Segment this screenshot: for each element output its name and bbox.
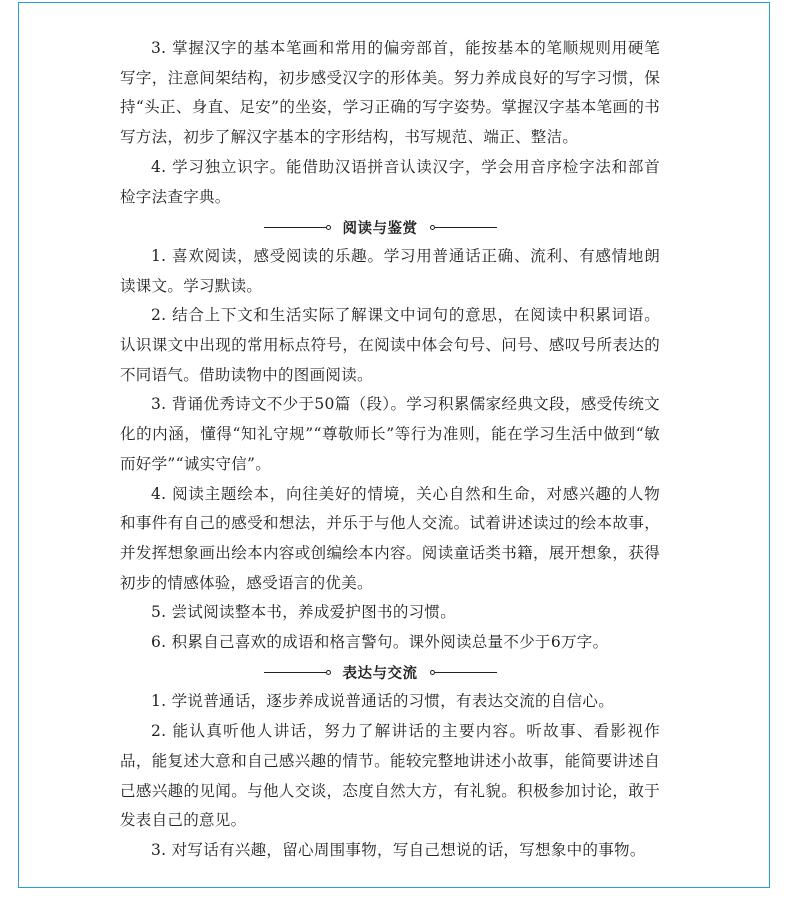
paragraph: 1. 喜欢阅读，感受阅读的乐趣。学习用普通话正确、流利、有感情地朗读课文。学习默读。 (120, 246, 660, 295)
heading-rule-right (430, 225, 497, 230)
heading-rule-left (264, 225, 331, 230)
paragraph: 4. 阅读主题绘本，向往美好的情境，关心自然和生命，对感兴趣的人物和事件有自己的感受和想法，并乐于与他人交流。试着讲述读过的绘本故事，并发挥想象画出绘本内容或创编绘本内容。阅读童话类书籍，展开想象，获得初步的情感体验，感受语言的优美。 (120, 484, 660, 592)
heading-rule-left (264, 670, 331, 675)
paragraph: 3. 对写话有兴趣，留心周围事物，写自己想说的话，写想象中的事物。 (151, 840, 646, 859)
paragraph: 3. 背诵优秀诗文不少于50篇（段）。学习积累儒家经典文段，感受传统文化的内涵，懂得“知礼守规”“尊敬师长”等行为准则，能在学习生活中做到“敏而好学”“诚实守信”。 (120, 395, 660, 473)
paragraph: 1. 学说普通话，逐步养成说普通话的习惯，有表达交流的自信心。 (151, 692, 615, 711)
section-title: 表达与交流 (342, 666, 418, 683)
section-heading-expression (100, 658, 660, 688)
paragraph: 5. 尝试阅读整本书，养成爱护图书的习惯。 (151, 603, 457, 622)
paragraph: 3. 掌握汉字的基本笔画和常用的偏旁部首，能按基本的笔顺规则用硬笔写字，注意间架结构，初步感受汉字的形体美。努力养成良好的写字习惯，保持“头正、身直、足安”的坐姿，学习正确的写字姿势。掌握汉字基本笔画的书写方法，初步了解汉字基本的字形结构，书写规范、端正、整洁。 (120, 39, 660, 147)
document-body (120, 34, 660, 866)
paragraph: 2. 能认真听他人讲话，努力了解讲话的主要内容。听故事、看影视作品，能复述大意和自己感兴趣的情节。能较完整地讲述小故事，能简要讲述自己感兴趣的见闻。与他人交谈，态度自然大方，有礼貌。积极参加讨论，敢于发表自己的意见。 (120, 722, 660, 830)
heading-rule-right (430, 670, 497, 675)
section-title: 阅读与鉴赏 (342, 220, 418, 237)
section-heading-reading (100, 212, 660, 242)
paragraph: 6. 积累自己喜欢的成语和格言警句。课外阅读总量不少于6万字。 (151, 633, 609, 652)
paragraph: 4. 学习独立识字。能借助汉语拼音认读汉字，学会用音序检字法和部首检字法查字典。 (120, 157, 660, 206)
paragraph: 2. 结合上下文和生活实际了解课文中词句的意思，在阅读中积累词语。认识课文中出现的常用标点符号，在阅读中体会句号、问号、感叹号所表达的不同语气。借助读物中的图画阅读。 (120, 306, 660, 384)
